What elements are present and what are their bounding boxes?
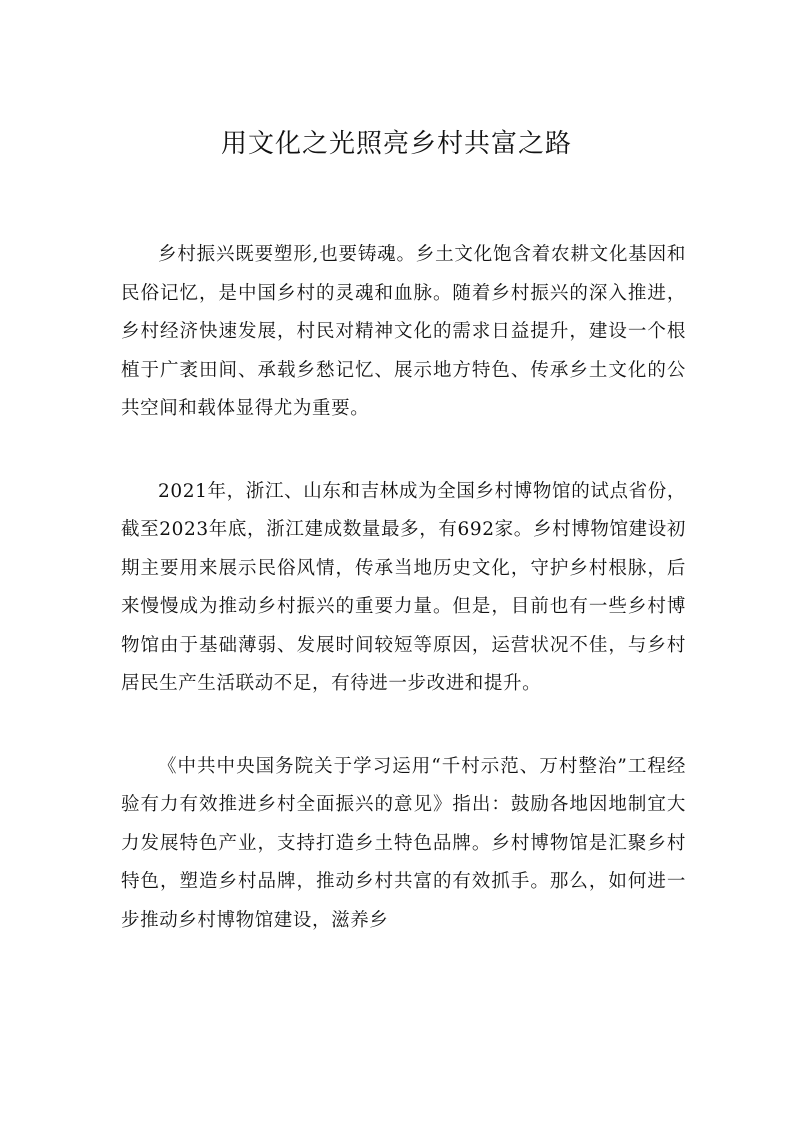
document-title: 用文化之光照亮乡村共富之路 xyxy=(220,129,572,159)
paragraph-1: 乡村振兴既要塑形,也要铸魂。乡土文化饱含着农耕文化基因和民俗记忆，是中国乡村的灵魂和血脉。随着乡村振兴的深入推进，乡村经济快速发展，村民对精神文化的需求日益提升，建设一个根植于广袤田间、承载乡愁记忆、展示地方特色、传承乡土文化的公共空间和载体显得尤为重要。 xyxy=(121,244,686,419)
document-body xyxy=(121,236,686,984)
paragraph-3: 《中共中央国务院关于学习运用“千村示范、万村整治”工程经验有力有效推进乡村全面振兴的意见》指出：鼓励各地因地制宜大力发展特色产业，支持打造乡土特色品牌。乡村博物馆是汇聚乡村特色，塑造乡村品牌，推动乡村共富的有效抓手。那么，如何进一步推动乡村博物馆建设，滋养乡 xyxy=(121,755,686,931)
paragraph-2: 2021年，浙江、山东和吉林成为全国乡村博物馆的试点省份，截至2023年底，浙江建成数量最多，有692家。乡村博物馆建设初期主要用来展示民俗风情，传承当地历史文化，守护乡村根脉，后来慢慢成为推动乡村振兴的重要力量。但是，目前也有一些乡村博物馆由于基础薄弱、发展时间较短等原因，运营状况不佳，与乡村居民生产生活联动不足，有待进一步改进和提升。 xyxy=(121,480,686,694)
